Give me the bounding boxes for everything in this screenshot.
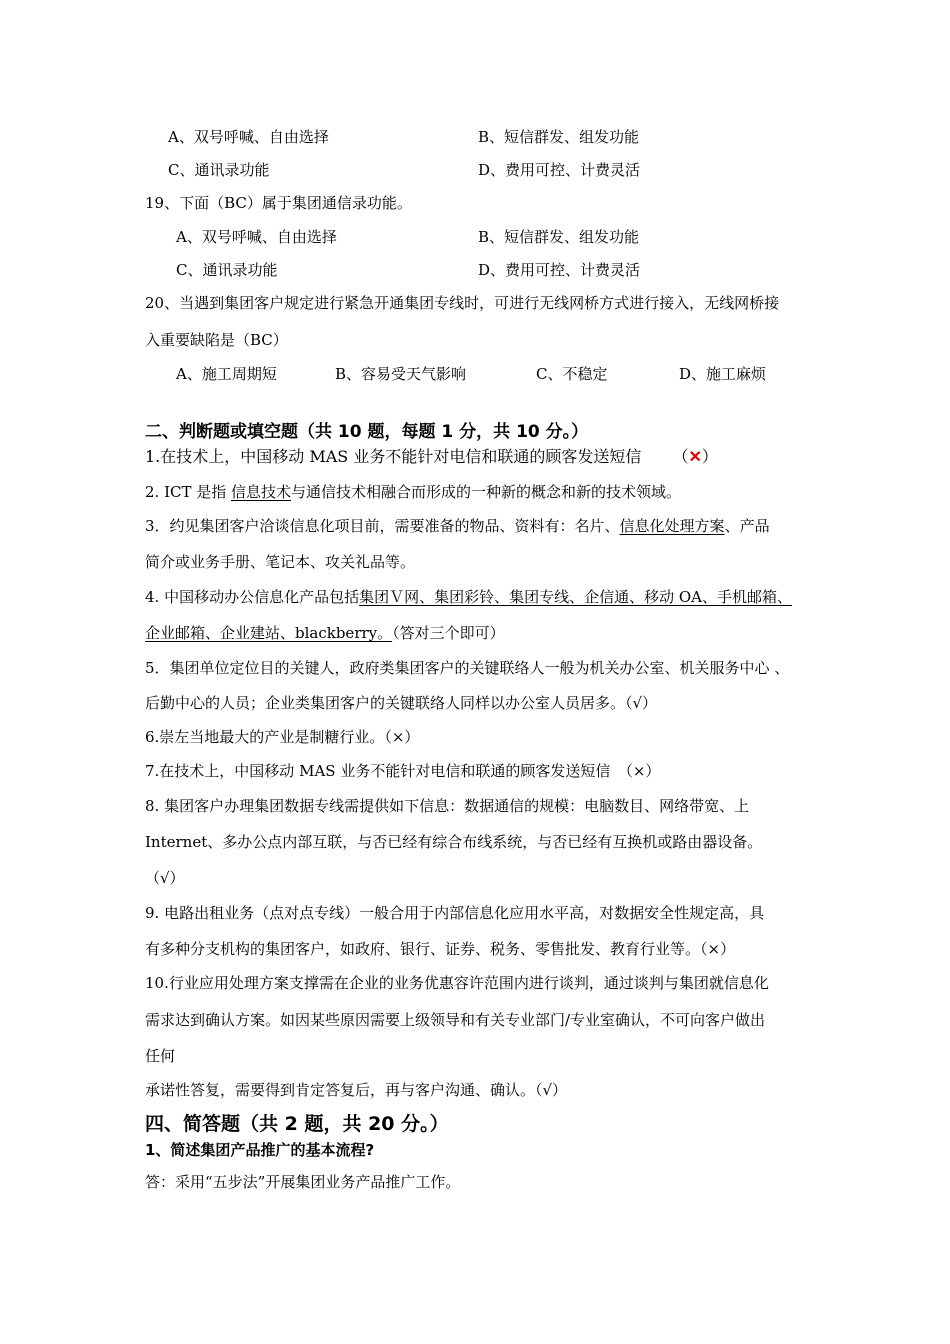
s2-item3-answer: 信息化处理方案 bbox=[619, 517, 725, 535]
s2-item10-line1: 10.行业应用处理方案支撑需在企业的业务优惠容许范围内进行谈判，通过谈判与集团就信息化 bbox=[145, 974, 769, 992]
s2-item1 bbox=[145, 447, 718, 467]
q18-option-a: A、双号呼喊、自由选择 bbox=[168, 128, 329, 146]
s2-item4-pre: 4. 中国移动办公信息化产品包括 bbox=[145, 588, 360, 606]
s2-item3-line1 bbox=[145, 516, 770, 536]
s2-item4-line1 bbox=[145, 587, 792, 607]
s2-item10-line2: 需求达到确认方案。如因某些原因需要上级领导和有关专业部门/专业室确认，不可向客户做出 bbox=[145, 1011, 766, 1029]
s2-item4-answer-part2: 企业邮箱、企业建站、blackberry。 bbox=[145, 624, 393, 642]
s2-item10-line4: 承诺性答复，需要得到肯定答复后，再与客户沟通、确认。（√） bbox=[145, 1081, 568, 1099]
s2-item5-line1: 5．集团单位定位目的关键人，政府类集团客户的关键联络人一般为机关办公室、机关服务中心 、 bbox=[145, 659, 790, 677]
s2-item2-answer: 信息技术 bbox=[231, 483, 292, 501]
s4-answer1: 答：采用“五步法”开展集团业务产品推广工作。 bbox=[145, 1173, 461, 1191]
s2-item7: 7.在技术上，中国移动 MAS 业务不能针对电信和联通的顾客发送短信 （×） bbox=[145, 762, 661, 780]
s2-item2 bbox=[145, 482, 681, 502]
s2-item9-line1: 9. 电路出租业务（点对点专线）一般合用于内部信息化应用水平高，对数据安全性规定高，具 bbox=[145, 904, 765, 922]
q19-question: 19、下面（BC）属于集团通信录功能。 bbox=[145, 194, 412, 212]
s2-item8-line2: Internet、多办公点内部互联，与否已经有综合布线系统，与否已经有互换机或路由器设备。 bbox=[145, 833, 763, 851]
q18-option-c: C、通讯录功能 bbox=[168, 161, 270, 179]
s2-item4-answer-part1: 集团Ｖ网、集团彩铃、集团专线、企信通、移动 OA、手机邮箱、 bbox=[359, 588, 792, 606]
s2-item3-pre: 3．约见集团客户洽谈信息化项目前，需要准备的物品、资料有：名片、 bbox=[145, 517, 620, 535]
s2-item4-post: （答对三个即可） bbox=[392, 624, 505, 642]
s2-item3-line2: 简介或业务手册、笔记本、攻关礼品等。 bbox=[145, 553, 416, 571]
q18-option-b: B、短信群发、组发功能 bbox=[478, 128, 640, 146]
s2-item1-text: 1.在技术上，中国移动 MAS 业务不能针对电信和联通的顾客发送短信 bbox=[145, 447, 642, 466]
s2-item6: 6.崇左当地最大的产业是制糖行业。（×） bbox=[145, 728, 420, 746]
q18-option-d: D、费用可控、计费灵活 bbox=[478, 161, 641, 179]
s2-item8-line1: 8. 集团客户办理集团数据专线需提供如下信息：数据通信的规模：电脑数目、网络带宽、上 bbox=[145, 797, 750, 815]
s2-item5-line2: 后勤中心的人员；企业类集团客户的关键联络人同样以办公室人员居多。（√） bbox=[145, 694, 658, 712]
s2-item1-mark-open: （ bbox=[672, 447, 689, 466]
s2-item4-line2 bbox=[145, 623, 505, 643]
q20-option-b: B、容易受天气影响 bbox=[335, 365, 467, 383]
q20-option-a: A、施工周期短 bbox=[176, 365, 277, 383]
s2-item1-mark-close: ） bbox=[701, 447, 718, 466]
q19-option-c: C、通讯录功能 bbox=[176, 261, 278, 279]
q19-option-b: B、短信群发、组发功能 bbox=[478, 228, 640, 246]
s2-item2-post: 与通信技术相融合而形成的一种新的概念和新的技术领域。 bbox=[291, 483, 682, 501]
s2-item2-pre: 2. ICT 是指 bbox=[145, 483, 232, 501]
s2-item10-line3: 任何 bbox=[145, 1047, 176, 1065]
q19-option-d: D、费用可控、计费灵活 bbox=[478, 261, 641, 279]
cross-mark-icon: ✕ bbox=[688, 447, 702, 466]
q20-question-line2: 入重要缺陷是（BC） bbox=[145, 331, 288, 349]
s2-item3-post: 、产品 bbox=[724, 517, 770, 535]
s2-item8-line3: （√） bbox=[145, 869, 185, 887]
s2-item9-line2: 有多种分支机构的集团客户，如政府、银行、证券、税务、零售批发、教育行业等。（×） bbox=[145, 940, 736, 958]
q20-option-d: D、施工麻烦 bbox=[679, 365, 767, 383]
q19-option-a: A、双号呼喊、自由选择 bbox=[176, 228, 337, 246]
section2-heading: 二、判断题或填空题（共 10 题，每题 1 分，共 10 分。） bbox=[145, 422, 589, 442]
q20-option-c: C、不稳定 bbox=[536, 365, 608, 383]
q20-question-line1: 20、当遇到集团客户规定进行紧急开通集团专线时，可进行无线网桥方式进行接入，无线网桥接 bbox=[145, 294, 780, 312]
section4-heading: 四、简答题（共 2 题，共 20 分。） bbox=[145, 1113, 449, 1135]
s4-question1: 1、简述集团产品推广的基本流程? bbox=[145, 1141, 375, 1159]
